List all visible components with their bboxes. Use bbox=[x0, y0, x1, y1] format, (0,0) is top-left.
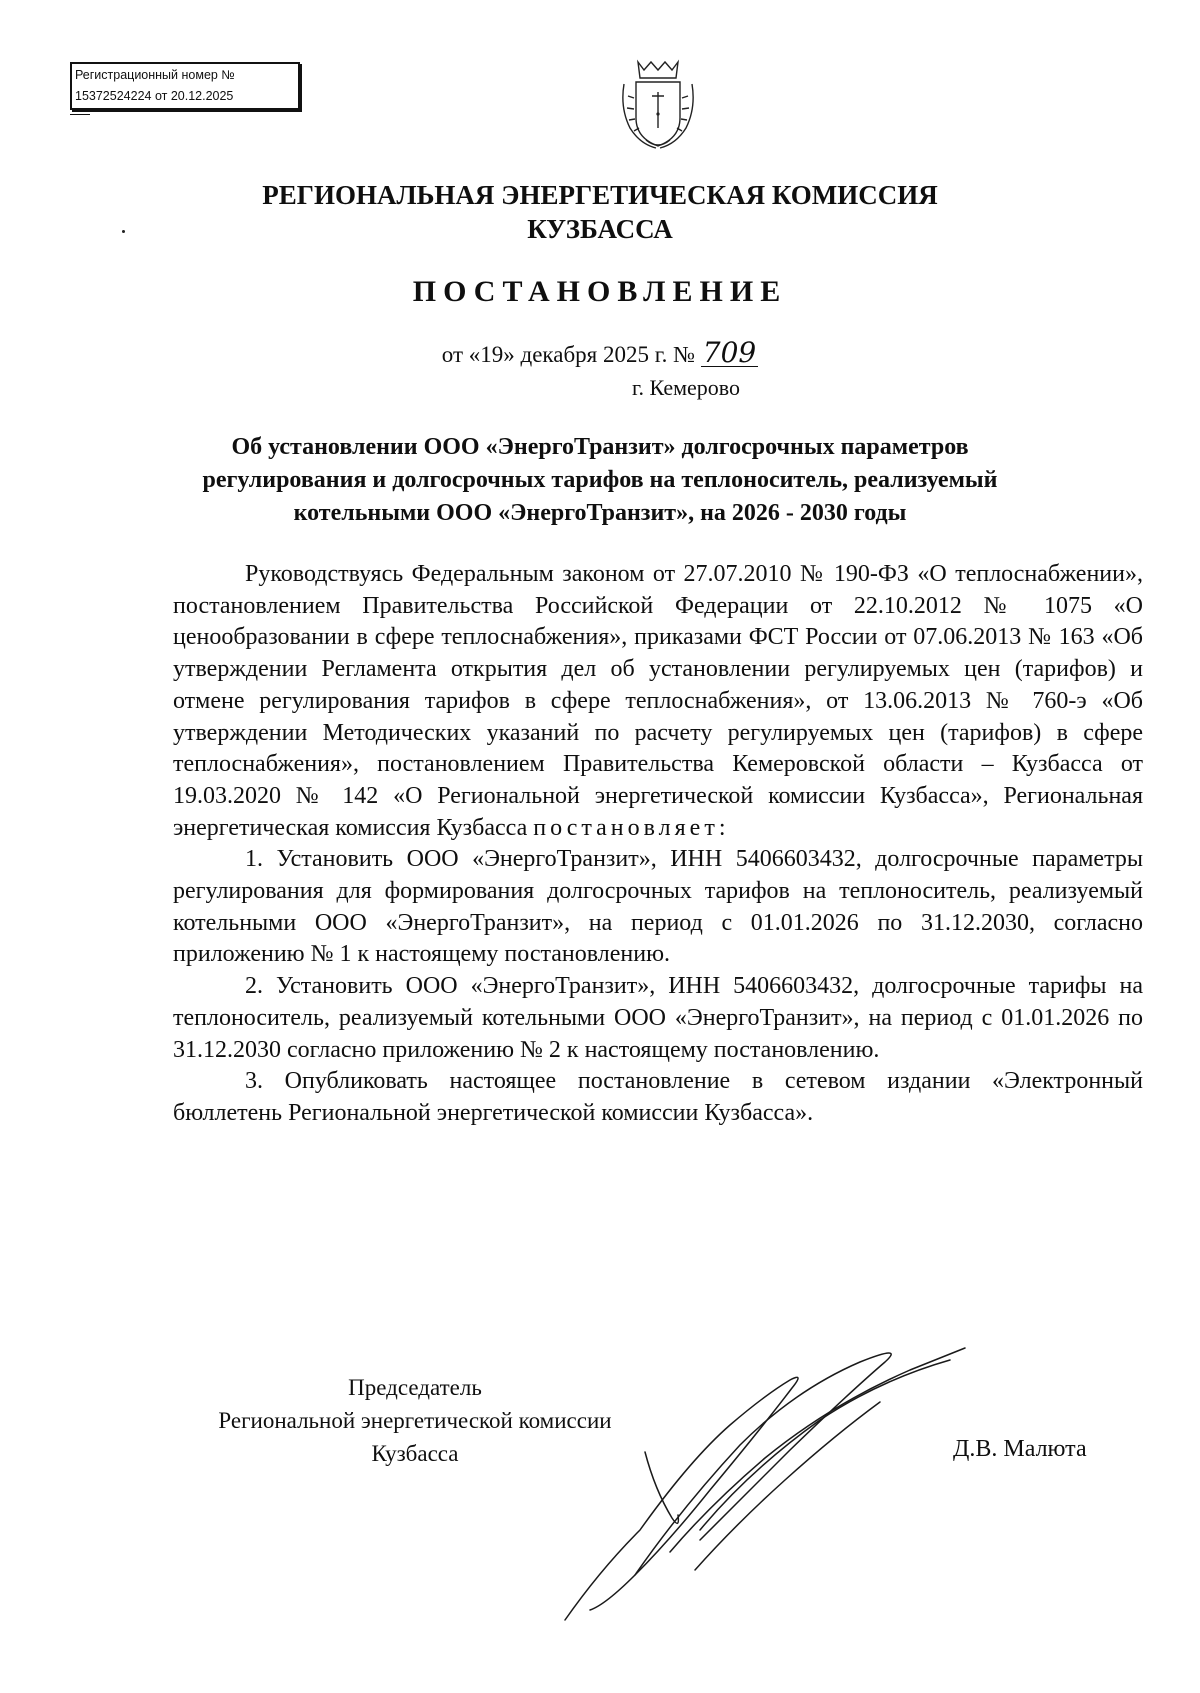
resolution-body bbox=[173, 559, 1143, 1130]
date-line bbox=[0, 336, 1200, 369]
registration-stamp bbox=[70, 62, 300, 110]
preamble-text: Руководствуясь Федеральным законом от 27.07.2010 № 190-ФЗ «О теплоснабжении», постановлением Правительства Российской Федерации от 22.10.2012 № 1075 «О ценообразовании в сфере теплоснабжения», приказами ФСТ России от 07.06.2013 № 163 «Об утверждении Регламента открытия дел об установлении регулируемых цен (тарифов) и отмене регулирования тарифов в сфере теплоснабжения», от 13.06.2013 № 760-э «Об утверждении Методических указаний по расчету регулируемых цен (тарифов) в сфере теплоснабжения», постановлением Правительства Кемеровской области – Кузбасса от 19.03.2020 № 142 «О Региональной энергетической комиссии Кузбасса», Региональная энергетическая комиссия Кузбасса bbox=[173, 561, 1143, 841]
subject-line-2: регулирования и долгосрочных тарифов на теплоноситель, реализуемый bbox=[202, 467, 998, 493]
handwritten-signature bbox=[560, 1340, 980, 1630]
signatory-name: Д.В. Малюта bbox=[953, 1436, 1087, 1462]
city-line: г. Кемерово bbox=[631, 375, 741, 400]
clause-1: 1. Установить ООО «ЭнергоТранзит», ИНН 5406603432, долгосрочные параметры регулирования для формирования долгосрочных тарифов на теплоноситель, реализуемый котельными ООО «ЭнергоТранзит», на период с 01.01.2026 по 31.12.2030, согласно приложению № 1 к настоящему постановлению. bbox=[173, 846, 1143, 968]
clause-2: 2. Установить ООО «ЭнергоТранзит», ИНН 5406603432, долгосрочные тарифы на теплоноситель, реализуемый котельными ООО «ЭнергоТранзит», на период с 01.01.2026 по 31.12.2030 согласно приложению № 2 к настоящему постановлению. bbox=[173, 973, 1143, 1063]
clause-3: 3. Опубликовать настоящее постановление в сетевом издании «Электронный бюллетень Региональной энергетической комиссии Кузбасса». bbox=[173, 1068, 1143, 1126]
signatory-title-line-1: Председатель bbox=[348, 1375, 482, 1400]
signatory-title-line-3: Кузбасса bbox=[371, 1441, 459, 1466]
stamp-underline bbox=[70, 114, 90, 115]
stamp-line-1: Регистрационный номер № bbox=[75, 68, 235, 82]
subject-line-3: котельными ООО «ЭнергоТранзит», на 2026 - 2030 годы bbox=[293, 500, 907, 526]
coat-of-arms-icon bbox=[618, 56, 698, 152]
subject-line-1: Об установлении ООО «ЭнергоТранзит» долгосрочных параметров bbox=[231, 434, 969, 460]
issuer-heading bbox=[0, 178, 1200, 246]
preamble-paragraph bbox=[173, 559, 1143, 844]
document-type-title: ПОСТАНОВЛЕНИЕ bbox=[412, 275, 788, 308]
subject-heading bbox=[0, 431, 1200, 530]
document-number: 709 bbox=[702, 336, 757, 369]
date-text: от «19» декабря 2025 г. № bbox=[441, 342, 696, 367]
issuer-line-1: РЕГИОНАЛЬНАЯ ЭНЕРГЕТИЧЕСКАЯ КОМИССИЯ bbox=[262, 180, 938, 210]
issuer-line-2: КУЗБАССА bbox=[527, 214, 673, 244]
signatory-title-line-2: Региональной энергетической комиссии bbox=[218, 1408, 612, 1433]
stamp-line-2: 15372524224 от 20.12.2025 bbox=[75, 89, 234, 103]
resolves-word: постановляет: bbox=[533, 814, 730, 841]
